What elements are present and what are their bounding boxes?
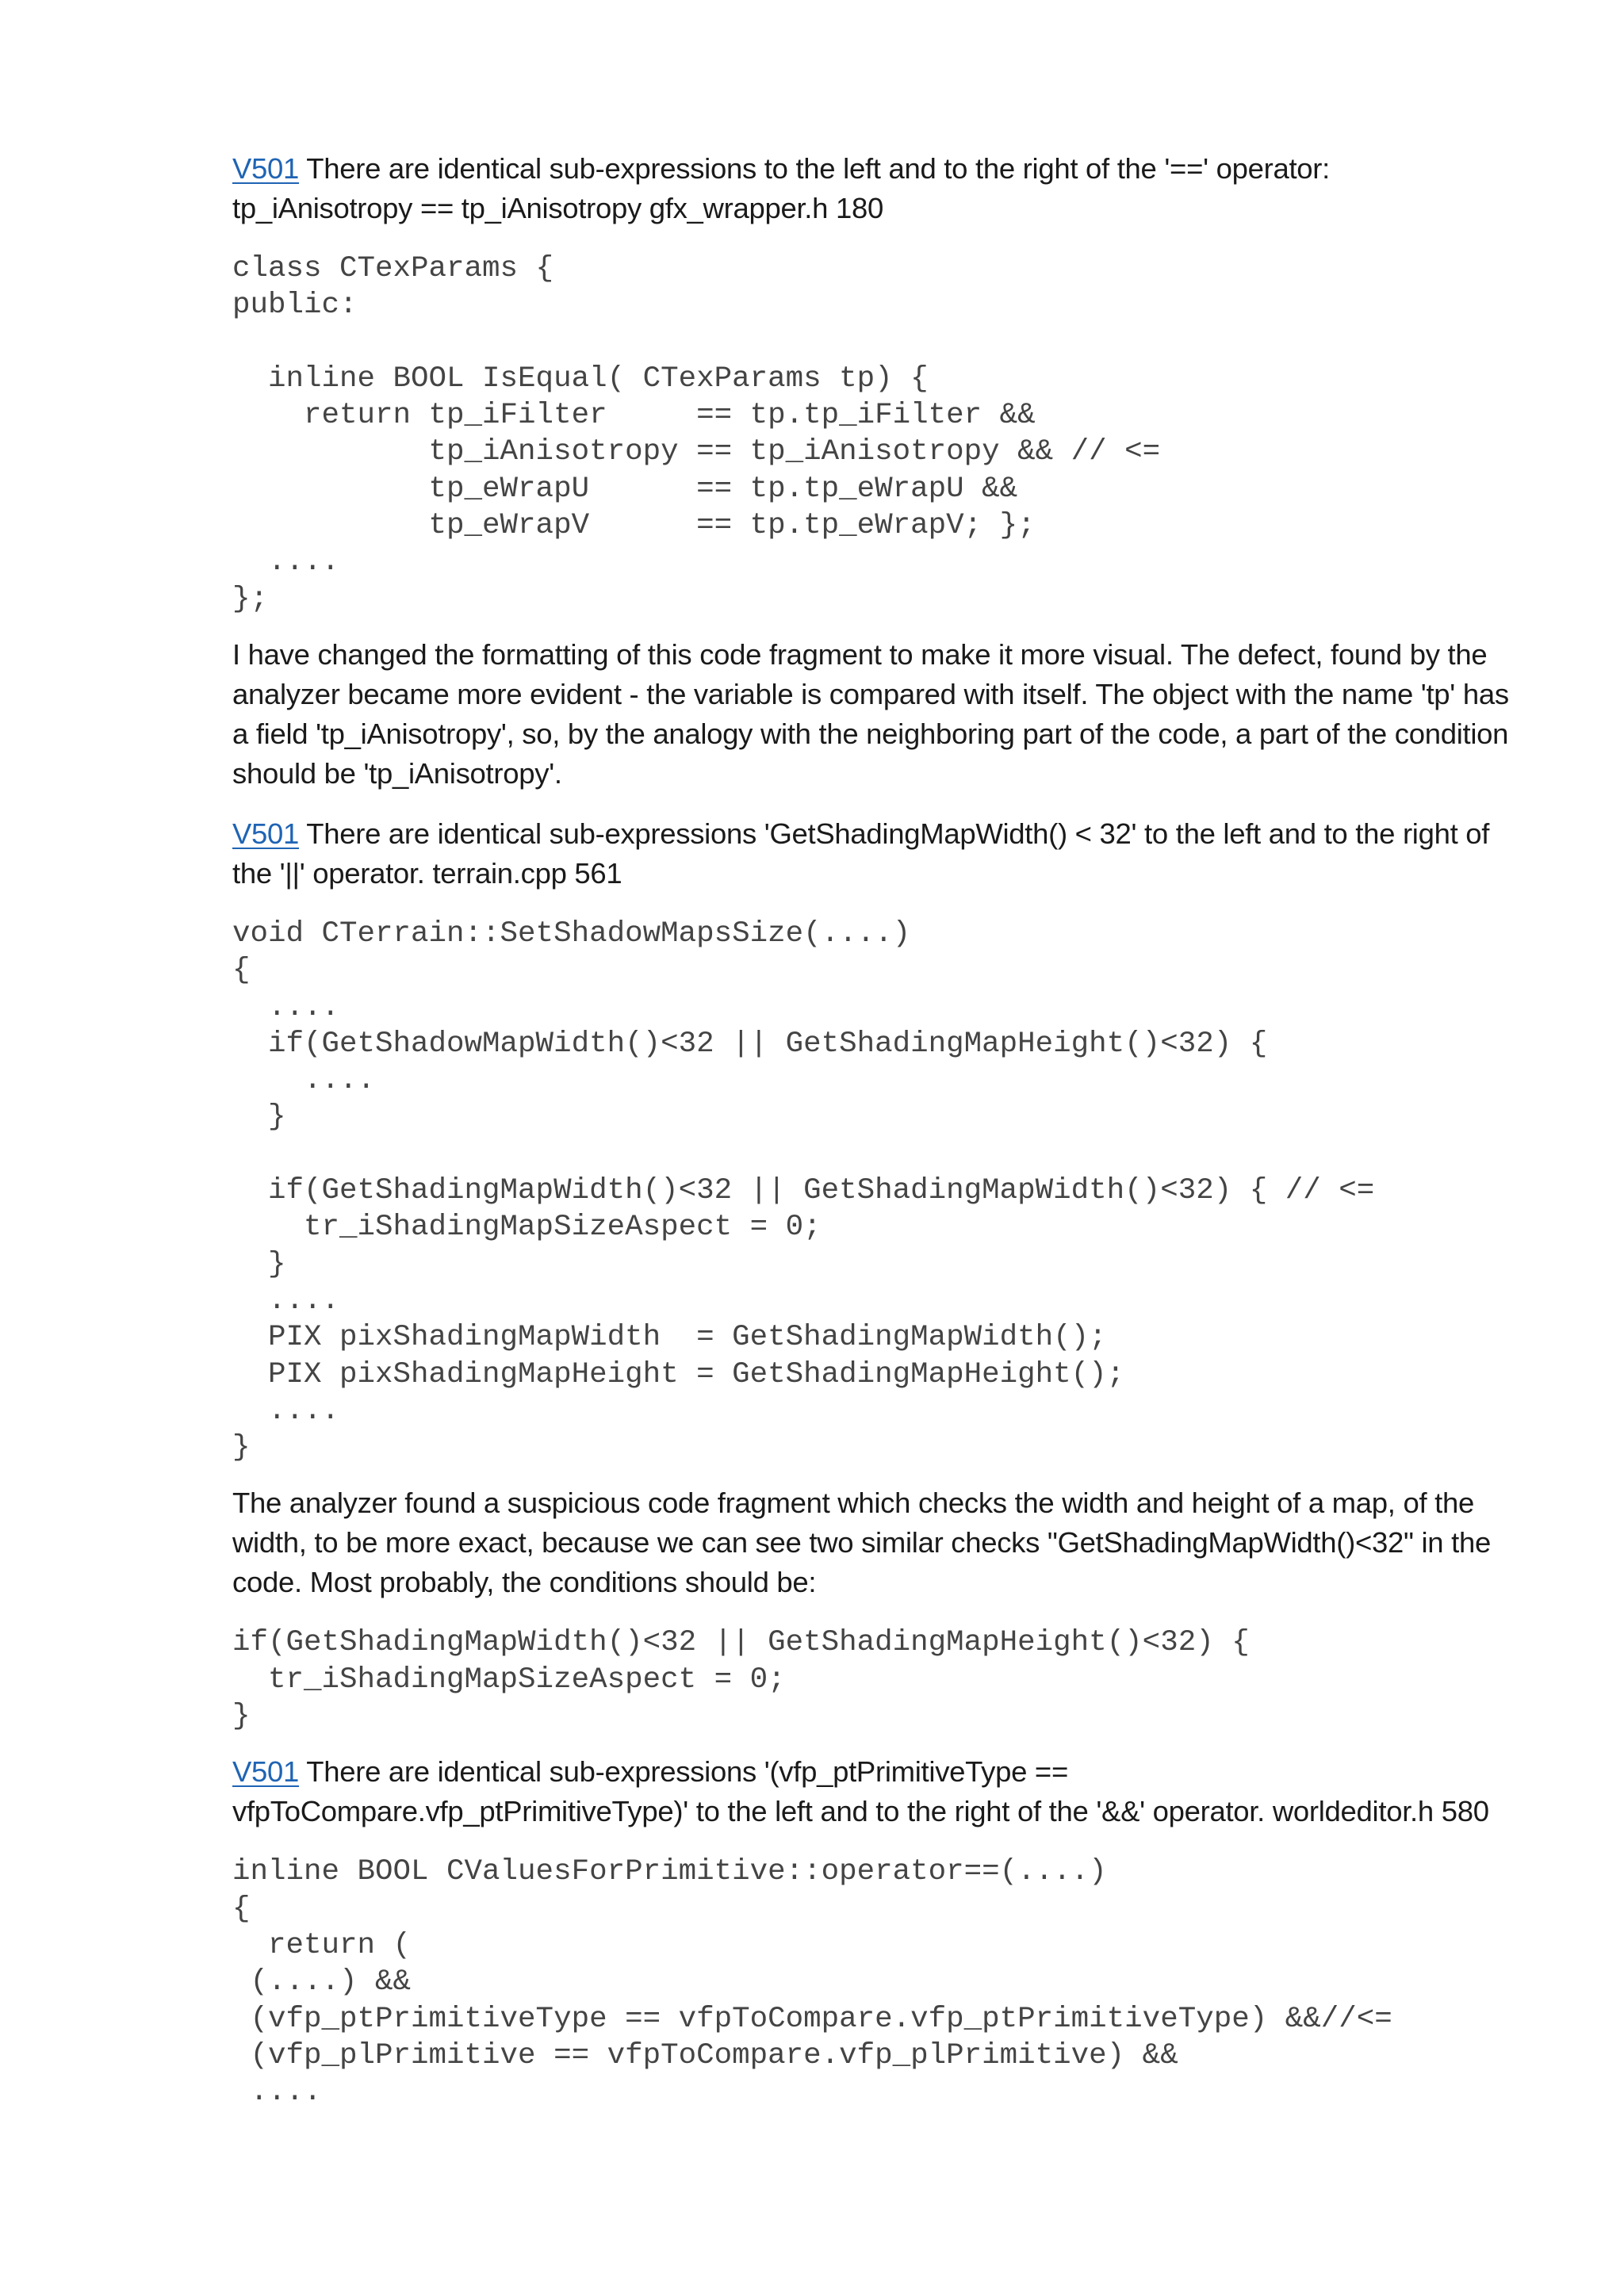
diagnostic-link[interactable]: V501 bbox=[232, 152, 300, 185]
code-block: void CTerrain::SetShadowMapsSize(....) { .... if(GetShadowMapWidth()<32 || GetShadingMapHeight()<32) { .... } if(GetShadingMapWidth()<32 || GetShadingMapWidth()<32) { // <= tr_iShadingMapSizeAspect = 0; } .... PIX pixShadingMapWidth = GetShadingMapWidth(); PIX pixShadingMapHeight = GetShadingMapHeight(); .... } bbox=[232, 916, 1375, 1465]
explanation-paragraph: I have changed the formatting of this code fragment to make it more visual. The defect, found by the analyzer became more evident - the variable is compared with itself. The object with the name 'tp' has a field 'tp_iAnisotropy', so, by the analogy with the neighboring part of the code, a part of the condition should be 'tp_iAnisotropy'. bbox=[232, 637, 1509, 790]
diagnostic-text: There are identical sub-expressions 'GetShadingMapWidth() < 32' to the left and to the right of the '||' operator. terrain.cpp 561 bbox=[232, 817, 1490, 890]
diagnostic-link[interactable]: V501 bbox=[232, 817, 300, 850]
diagnostic-heading bbox=[232, 149, 1517, 228]
diagnostic-heading bbox=[232, 814, 1517, 894]
code-block-fix: if(GetShadingMapWidth()<32 || GetShadingMapHeight()<32) { tr_iShadingMapSizeAspect = 0; } bbox=[232, 1626, 1250, 1734]
code-block: inline BOOL CValuesForPrimitive::operator==(....) { return ( (....) && (vfp_ptPrimitiveType == vfpToCompare.vfp_ptPrimitiveType) &&//<= (vfp_plPrimitive == vfpToCompare.vfp_plPrimitive) && .... bbox=[232, 1855, 1392, 2110]
diagnostic-text: There are identical sub-expressions '(vfp_ptPrimitiveType == vfpToCompare.vfp_ptPrimitiveType)' to the left and to the right of the '&&' operator. worldeditor.h 580 bbox=[232, 1755, 1489, 1828]
diagnostic-text: There are identical sub-expressions to the left and to the right of the '==' operator: tp_iAnisotropy == tp_iAnisotropy gfx_wrapper.h 180 bbox=[232, 152, 1330, 224]
diagnostic-link[interactable]: V501 bbox=[232, 1755, 300, 1789]
diagnostic-heading bbox=[232, 1752, 1517, 1831]
code-block: class CTexParams { public: inline BOOL IsEqual( CTexParams tp) { return tp_iFilter == tp.tp_iFilter && tp_iAnisotropy == tp_iAnisotropy && // <= tp_eWrapU == tp.tp_eWrapU && tp_eWrapV == tp.tp_eWrapV; }; .... }; bbox=[232, 252, 1161, 616]
document-page bbox=[232, 149, 1517, 2110]
explanation-paragraph: The analyzer found a suspicious code fragment which checks the width and height of a map, of the width, to be more exact, because we can see two similar checks "GetShadingMapWidth()<32" in the code. Most probably, the conditions should be: bbox=[232, 1487, 1491, 1599]
